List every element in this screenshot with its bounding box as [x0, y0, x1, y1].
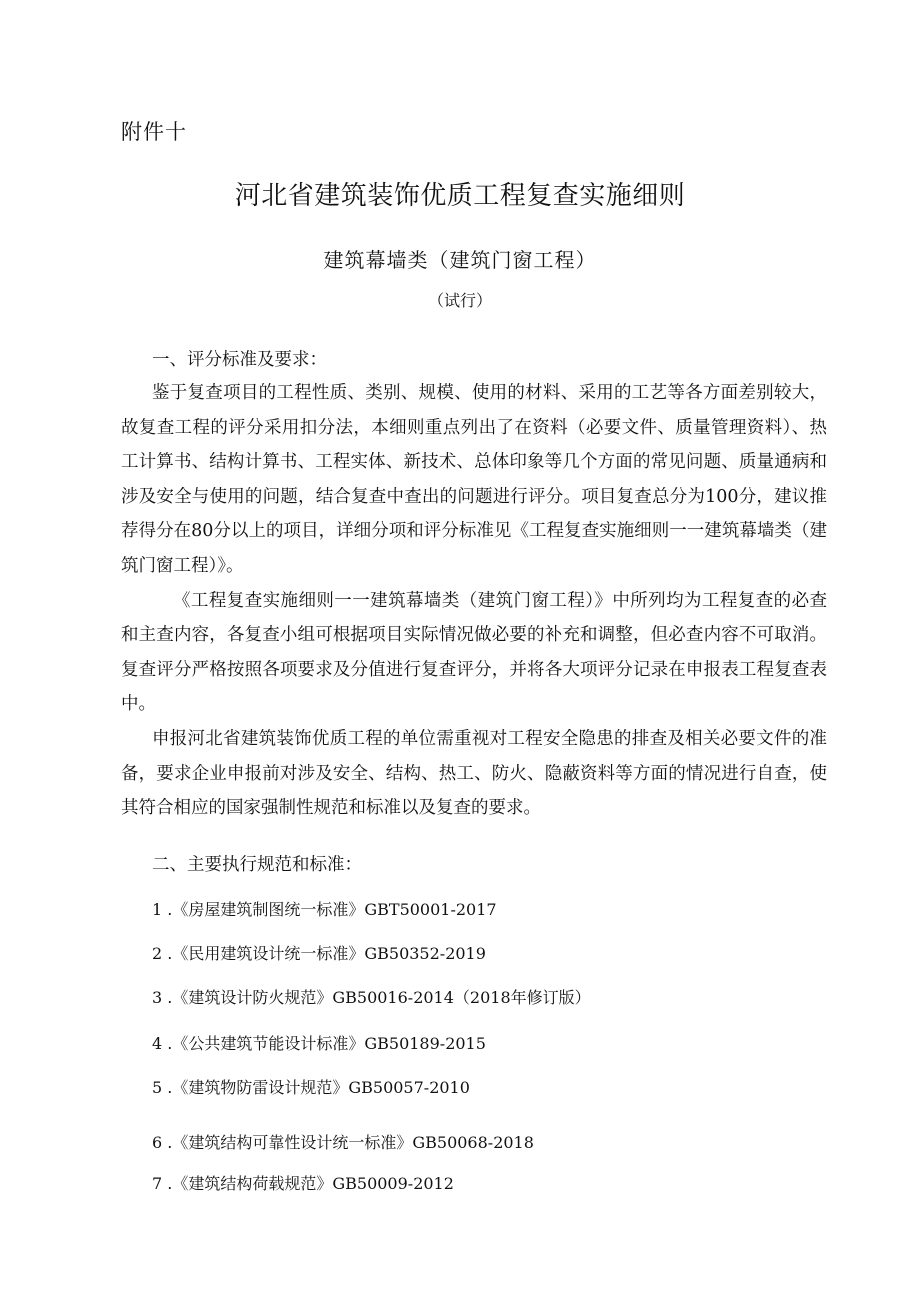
paragraph-1: 鉴于复查项目的工程性质、类别、规模、使用的材料、采用的工艺等各方面差别较大，故复查工程的评分采用扣分法，本细则重点列出了在资料（必要文件、质量管理资料）、热工计算书、结构计算书、工程实体、新技术、总体印象等几个方面的常见问题、质量通病和涉及安全与使用的问题，结合复查中查出的问题进行评分。项目复查总分为100分，建议推荐得分在80分以上的项目，详细分项和评分标准见《工程复查实施细则一一建筑幕墙类（建筑门窗工程）》。 — [121, 383, 827, 576]
section1-body — [121, 376, 827, 826]
paragraph-2: 《工程复查实施细则一一建筑幕墙类（建筑门窗工程）》中所列均为工程复查的必查和主查内容，各复查小组可根据项目实际情况做必要的补充和调整，但必查内容不可取消。复查评分严格按照各项要求及分值进行复查评分，并将各大项评分记录在申报表工程复查表中。 — [121, 590, 827, 715]
trial-note: （试行） — [427, 291, 492, 310]
paragraph-3: 申报河北省建筑装饰优质工程的单位需重视对工程安全隐患的排查及相关必要文件的准备，要求企业申报前对涉及安全、结构、热工、防火、隐蔽资料等方面的情况进行自查，使其符合相应的国家强制性规范和标准以及复查的要求。 — [121, 728, 827, 819]
standard-item: 2 .《民用建筑设计统一标准》GB50352-2019 — [152, 944, 486, 963]
annex-label: 附件十 — [121, 120, 187, 144]
standard-item: 1 .《房屋建筑制图统一标准》GBT50001-2017 — [152, 900, 497, 919]
standard-item: 7 .《建筑结构荷载规范》GB50009-2012 — [152, 1174, 454, 1193]
standard-item: 4 .《公共建筑节能设计标准》GB50189-2015 — [152, 1034, 486, 1053]
section1-heading: 一、评分标准及要求： — [152, 350, 327, 370]
section2-heading: 二、主要执行规范和标准： — [152, 855, 362, 875]
standard-item: 6 .《建筑结构可靠性设计统一标准》GB50068-2018 — [152, 1133, 534, 1152]
document-title: 河北省建筑装饰优质工程复查实施细则 — [234, 181, 686, 211]
document-subtitle: 建筑幕墙类（建筑门窗工程） — [323, 248, 597, 272]
standard-item: 3 .《建筑设计防火规范》GB50016-2014（2018年修订版） — [152, 988, 591, 1007]
standard-item: 5 .《建筑物防雷设计规范》GB50057-2010 — [152, 1078, 470, 1097]
